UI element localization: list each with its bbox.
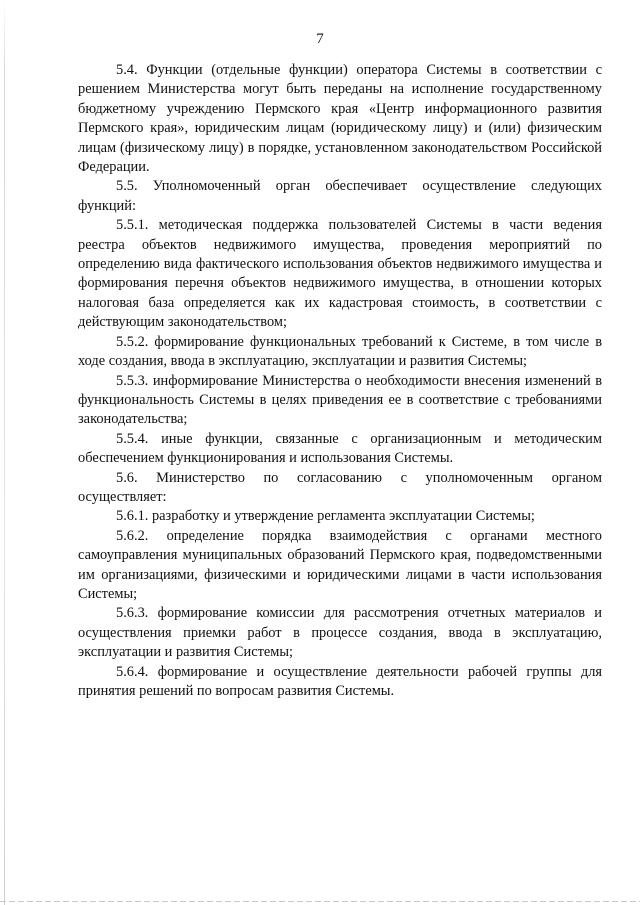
paragraph-5-6: 5.6. Министерство по согласованию с уполномоченным органом осуществляет: xyxy=(78,469,602,505)
paragraph-5-4: 5.4. Функции (отдельные функции) оператора Системы в соответствии с решением Министерства могут быть переданы на исполнение государственному бюджетному учреждению Пермского края «Центр информационного развития Пермского края», юридическим лицам (юридическому лицу) и (или) физическим лицам (физическому лицу) в порядке, установленном законодательством Российской Федерации. xyxy=(78,62,602,176)
paragraph-5-6-2: 5.6.2. определение порядка взаимодействия с органами местного самоуправления муниципальных образований Пермского края, подведомственными им организациями, физическими и юридическими лицами в части использования Системы; xyxy=(78,527,602,602)
scan-bottom-edge xyxy=(0,901,640,902)
paragraph-5-5: 5.5. Уполномоченный орган обеспечивает осуществление следующих функций: xyxy=(78,178,602,214)
paragraph-5-5-2: 5.5.2. формирование функциональных требований к Системе, в том числе в ходе создания, ввода в эксплуатацию, эксплуатации и развития Системы; xyxy=(78,333,602,370)
paragraph-5-5-1: 5.5.1. методическая поддержка пользователей Системы в части ведения реестра объектов недвижимого имущества, проведения мероприятий по определению вида фактического использования объектов недвижимого имущества и формирования перечня объектов недвижимого имущества, в отношении которых налоговая база определяется как их кадастровая стоимость, в соответствии с действующим законодательством; xyxy=(78,217,602,331)
paragraph-5-6-1: 5.6.1. разработку и утверждение регламента эксплуатации Системы; xyxy=(116,508,535,525)
paragraph-5-6-3: 5.6.3. формирование комиссии для рассмотрения отчетных материалов и осуществления приемки работ в процессе создания, ввода в эксплуатацию, эксплуатации и развития Системы; xyxy=(78,605,602,661)
paragraph-5-6-4: 5.6.4. формирование и осуществление деятельности рабочей группы для принятия решений по вопросам развития Системы. xyxy=(78,663,602,699)
scan-left-edge xyxy=(4,0,5,905)
page-number: 7 xyxy=(316,31,324,47)
document-body xyxy=(78,61,602,701)
paragraph-5-5-3: 5.5.3. информирование Министерства о необходимости внесения изменений в функциональность Системы в целях приведения ее в соответствие с требованиями законодательства; xyxy=(78,372,602,428)
paragraph-5-5-4: 5.5.4. иные функции, связанные с организационным и методическим обеспечением функционирования и использования Системы. xyxy=(78,430,602,467)
